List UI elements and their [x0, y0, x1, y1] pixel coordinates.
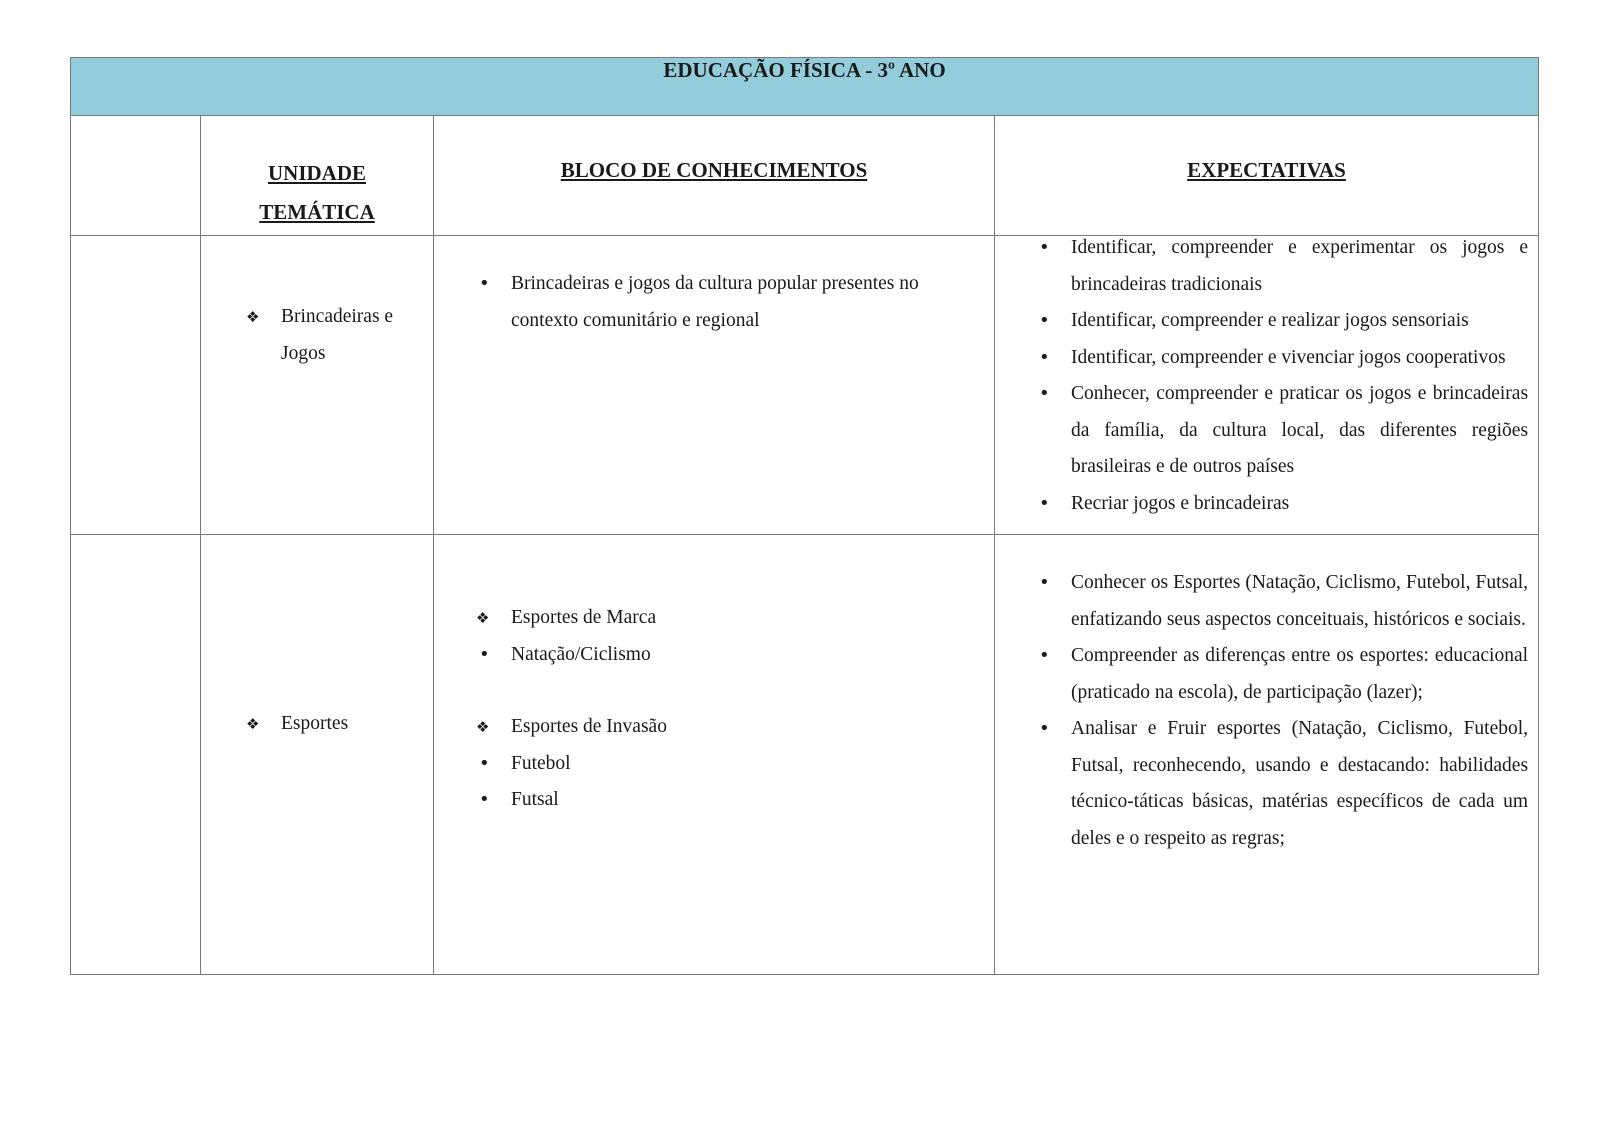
bloco-list-marca	[434, 535, 994, 673]
expectativa-item: • Identificar, compreender e realizar jogos sensoriais	[1037, 303, 1528, 340]
expectativas-cell	[995, 236, 1539, 535]
bloco-cell	[434, 535, 995, 975]
empty-header-cell	[71, 116, 201, 236]
bloco-cell	[434, 236, 995, 535]
expectativa-item: • Conhecer os Esportes (Natação, Ciclismo, Futebol, Futsal, enfatizando seus aspectos conceituais, históricos e sociais.	[1037, 565, 1528, 638]
table-title: EDUCAÇÃO FÍSICA - 3º ANO	[71, 58, 1539, 116]
unidade-list	[201, 535, 433, 743]
header-cell-bloco	[434, 116, 995, 236]
unidade-item: ❖ Esportes	[247, 706, 413, 743]
expectativa-item: • Identificar, compreender e experimentar os jogos e brincadeiras tradicionais	[1037, 230, 1528, 303]
bloco-item: • Futsal	[477, 782, 964, 819]
expectativa-item: • Compreender as diferenças entre os esportes: educacional (praticado na escola), de participação (lazer);	[1037, 638, 1528, 711]
header-cell-unidade	[201, 116, 434, 236]
table-row-esportes	[71, 535, 1539, 975]
bloco-item: ❖ Esportes de Marca	[477, 600, 964, 637]
expectativa-item: • Conhecer, compreender e praticar os jogos e brincadeiras da família, da cultura local, das diferentes regiões brasileiras e de outros países	[1037, 376, 1528, 486]
bloco-item: • Natação/Ciclismo	[477, 637, 964, 674]
expectativa-item: • Identificar, compreender e vivenciar jogos cooperativos	[1037, 340, 1528, 377]
expectativa-item: • Analisar e Fruir esportes (Natação, Ciclismo, Futebol, Futsal, reconhecendo, usando e destacando: habilidades técnico-táticas básicas, matérias específicos de cada um deles e o respeito as regras;	[1037, 711, 1528, 857]
spacer	[434, 673, 994, 709]
bloco-item: • Futebol	[477, 746, 964, 783]
bloco-item: ❖ Esportes de Invasão	[477, 709, 964, 746]
unidade-list	[201, 236, 433, 372]
curriculum-table	[70, 57, 1539, 975]
bloco-list-invasao	[434, 709, 994, 819]
empty-cell	[71, 535, 201, 975]
expectativas-list	[995, 535, 1538, 857]
header-row	[71, 116, 1539, 236]
unidade-cell	[201, 535, 434, 975]
header-cell-expectativas	[995, 116, 1539, 236]
bloco-list	[434, 236, 994, 339]
header-bloco-conhecimentos: BLOCO DE CONHECIMENTOS	[560, 158, 868, 182]
header-expectativas: EXPECTATIVAS	[1187, 158, 1346, 182]
empty-cell	[71, 236, 201, 535]
unidade-cell	[201, 236, 434, 535]
header-unidade-tematica: UNIDADE TEMÁTICA	[259, 161, 375, 224]
title-row	[71, 58, 1539, 116]
expectativas-cell	[995, 535, 1539, 975]
expectativas-list	[995, 230, 1538, 522]
table-row-brincadeiras	[71, 236, 1539, 535]
unidade-item: ❖ Brincadeiras e Jogos	[247, 299, 413, 372]
expectativa-item: • Recriar jogos e brincadeiras	[1037, 486, 1528, 523]
bloco-item: • Brincadeiras e jogos da cultura popular presentes no contexto comunitário e regional	[477, 266, 964, 339]
